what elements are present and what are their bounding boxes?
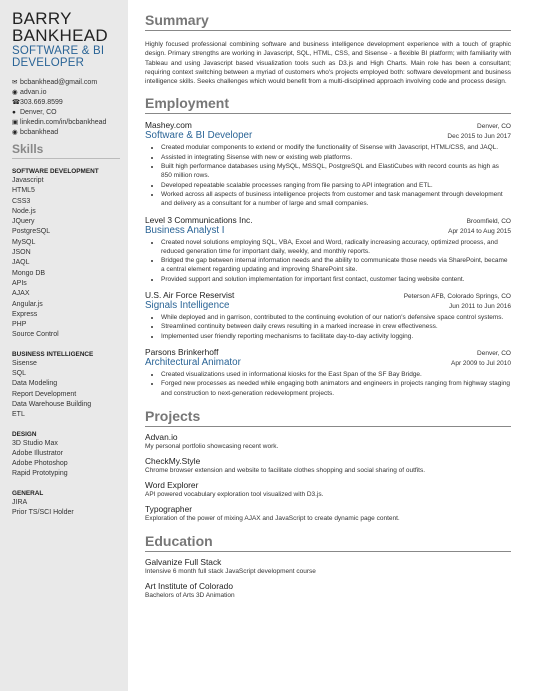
job-location: Peterson AFB, Colorado Springs, CO [403,293,511,301]
contact-website-text: advan.io [20,89,47,96]
sidebar [0,0,128,691]
skill-item: JQuery [12,218,35,226]
employment-list [145,120,511,397]
skill-item: Sisense [12,359,37,367]
contact-list [12,78,122,138]
contact-email[interactable] [12,78,122,88]
job-bullet: • Implemented user friendly reporting mechanisms to facilitate day-to-day activity logging. [161,332,511,341]
skill-item: Javascript [12,177,44,184]
project-description: Chrome browser extension and website to facilitate clothes shopping and social sharing of outfits. [145,466,426,474]
role-line-1: SOFTWARE & BI [12,45,105,57]
project-name[interactable]: Word Explorer [145,479,199,490]
employment-heading: Employment [145,95,511,114]
job-entry [145,120,511,208]
name-line-1: BARRY [12,9,72,28]
skill-item: Data Modeling [12,380,58,388]
skill-item: PHP [12,321,27,329]
education-name: Galvanize Full Stack [145,556,222,567]
education-entry [145,581,511,600]
contact-linkedin[interactable] [12,118,122,128]
job-entry [145,347,511,398]
education-description: Intensive 6 month full stack JavaScript development course [145,567,316,575]
project-entry [145,432,511,451]
projects-list [145,432,511,523]
skill-item: Source Control [12,331,59,339]
skill-item: SQL [12,370,27,378]
job-title: Architectural Animator [145,356,241,368]
job-company: U.S. Air Force Reservist [145,290,235,301]
job-bullet: • Created modular components to extend or modify the functionality of Sisense with Javascript, HTML/CSS, and JAQL. [161,143,511,152]
phone-icon: ☎ [12,99,21,106]
skill-category: BUSINESS INTELLIGENCE [12,350,94,358]
skill-item: JIRA [12,498,28,506]
role-line-2: DEVELOPER [12,56,85,69]
project-name[interactable]: Advan.io [145,431,178,442]
job-bullet: • Forged new processes as needed while engaging both animators and engineers in projects ranging from highway staging and construction to next-generation redevelopment projects. [161,379,511,398]
contact-github[interactable] [12,128,122,138]
name-line-2: BANKHEAD [12,26,108,45]
skill-item: JSON [12,249,31,257]
job-location: Denver, CO [477,123,511,131]
education-description: Bachelors of Arts 3D Animation [145,591,235,599]
job-entry [145,290,511,341]
job-bullets [145,143,511,208]
skill-item: 3D Studio Max [12,439,58,447]
job-company: Mashey.com [145,120,192,131]
job-dates: Dec 2015 to Jun 2017 [447,133,511,141]
github-icon: ◉ [12,129,18,136]
job-bullet: • Created visualizations used in informational kiosks for the East Span of the SF Bay Bridge. [161,370,511,379]
main-content [145,12,511,600]
skill-item: AJAX [12,290,30,298]
skill-item: ETL [12,411,25,419]
education-list [145,557,511,600]
job-dates: Jun 2011 to Jun 2016 [448,303,511,311]
skill-item: Express [12,310,38,318]
contact-website[interactable] [12,88,122,98]
job-header-row [145,120,511,130]
job-location: Denver, CO [477,349,511,357]
job-bullet: • Streamlined continuity between daily crews resulting in a marked increase in crew effectiveness. [161,322,511,331]
job-header-row [145,215,511,225]
skill-item: Prior TS/SCI Holder [12,509,74,517]
project-description: API powered vocabulary exploration tool visualized with D3.js. [145,490,324,498]
skills-list [12,167,122,518]
contact-location-text: Denver, CO [20,109,57,116]
education-heading: Education [145,533,511,552]
job-title: Business Analyst I [145,224,225,236]
skill-item: Rapid Prototyping [12,470,68,478]
project-entry [145,480,511,499]
job-entry [145,215,511,284]
job-company: Parsons Brinkerhoff [145,346,219,357]
skill-item: Mongo DB [12,269,46,277]
project-entry [145,456,511,475]
contact-phone[interactable] [12,98,122,108]
job-dates: Apr 2014 to Aug 2015 [448,227,511,235]
globe-icon: ◉ [12,89,18,96]
skill-item: CSS3 [12,197,31,205]
skill-item: Angular.js [12,300,43,308]
summary-heading: Summary [145,12,511,31]
skill-category: SOFTWARE DEVELOPMENT [12,168,99,175]
education-entry [145,557,511,576]
job-bullet: • Assisted in integrating Sisense with new or existing web platforms. [161,153,511,162]
job-bullets [145,313,511,341]
job-bullets [145,238,511,284]
project-name[interactable]: CheckMy.Style [145,455,201,466]
skill-item: Data Warehouse Building [12,400,92,408]
skill-item: Adobe Illustrator [12,449,63,457]
job-bullet: • Bridged the gap between internal information needs and the ability to communicate those needs via SharePoint, became a central element regarding updating and improving SharePoint site. [161,256,511,275]
project-description: My personal portfolio showcasing recent work. [145,442,279,450]
job-title: Signals Intelligence [145,300,230,312]
map-marker-icon: ● [12,109,16,116]
project-entry [145,504,511,523]
education-name: Art Institute of Colorado [145,580,233,591]
job-header-row [145,347,511,357]
job-bullets [145,370,511,398]
skills-heading: Skills [12,142,120,159]
job-bullet: • Provided support and solution implementation for important first contact, customer facing website content. [161,275,511,284]
skill-item: Adobe Photoshop [12,460,68,468]
job-location: Broomfield, CO [466,217,511,225]
contact-github-text: bcbankhead [20,129,59,136]
contact-linkedin-text: linkedin.com/in/bcbankhead [20,119,107,126]
job-title-row [145,130,511,141]
job-bullet: • Developed repeatable scalable processes ranging from file parsing to API integration and ETL. [161,181,511,190]
project-description: Exploration of the power of mixing AJAX and JavaScript to create dynamic page content. [145,514,400,522]
skill-category: DESIGN [12,430,37,438]
skill-item: MySQL [12,238,36,246]
envelope-icon: ✉ [12,79,18,86]
project-name[interactable]: Typographer [145,503,193,514]
contact-location [12,108,122,118]
job-bullet: • Created novel solutions employing SQL, VBA, Excel and Word, radically increasing accuracy, optimized process, and reduced generation time for important daily, weekly, and monthly reports. [161,238,511,257]
job-title: Software & BI Developer [145,130,253,142]
skill-item: JAQL [12,259,30,267]
summary-text: Highly focused professional combining software and business intelligence development experience with a touch of graphic design. Primary strengths are working in Javascript, SQL, HTML, CSS, and Sisense - a flexible BI platform; with familiarity with Tableau and using Javascript based visualization tools such as D3.js and High Charts. Main role has been a consultant; requiring context switching between a myriad of customers who's projects employed both: software development and business intelligence skills. Seeks challenges which would benefit from a multi-disciplined approach involving code and process design. [145,41,511,86]
skill-category: GENERAL [12,489,44,497]
job-bullet: • Built high performance databases using MySQL, MSSQL, PostgreSQL and ElastiCubes with record counts as high as 850 million rows. [161,162,511,181]
linkedin-icon: ▣ [12,119,19,126]
job-header-row [145,290,511,300]
job-title-row [145,300,511,311]
skill-item: HTML5 [12,187,35,195]
job-company: Level 3 Communications Inc. [145,214,253,225]
contact-email-text: bcbankhead@gmail.com [20,79,98,86]
job-title-row [145,357,511,368]
job-bullet: • While deployed and in garrison, contributed to the continuing evolution of our nation's defensive space control systems. [161,313,511,322]
skill-item: Node.js [12,207,36,215]
skill-item: APIs [12,279,27,287]
job-bullet: • Worked across all aspects of business intelligence projects from customer and task management through development and delivery as a consultant for a number of large and small companies. [161,190,511,209]
skill-item: PostgreSQL [12,228,51,236]
skill-item: Report Development [12,390,77,398]
job-title-row [145,225,511,236]
job-dates: Apr 2009 to Jul 2010 [451,359,511,367]
contact-phone-text: 303.669.8599 [20,99,63,106]
projects-heading: Projects [145,408,511,427]
